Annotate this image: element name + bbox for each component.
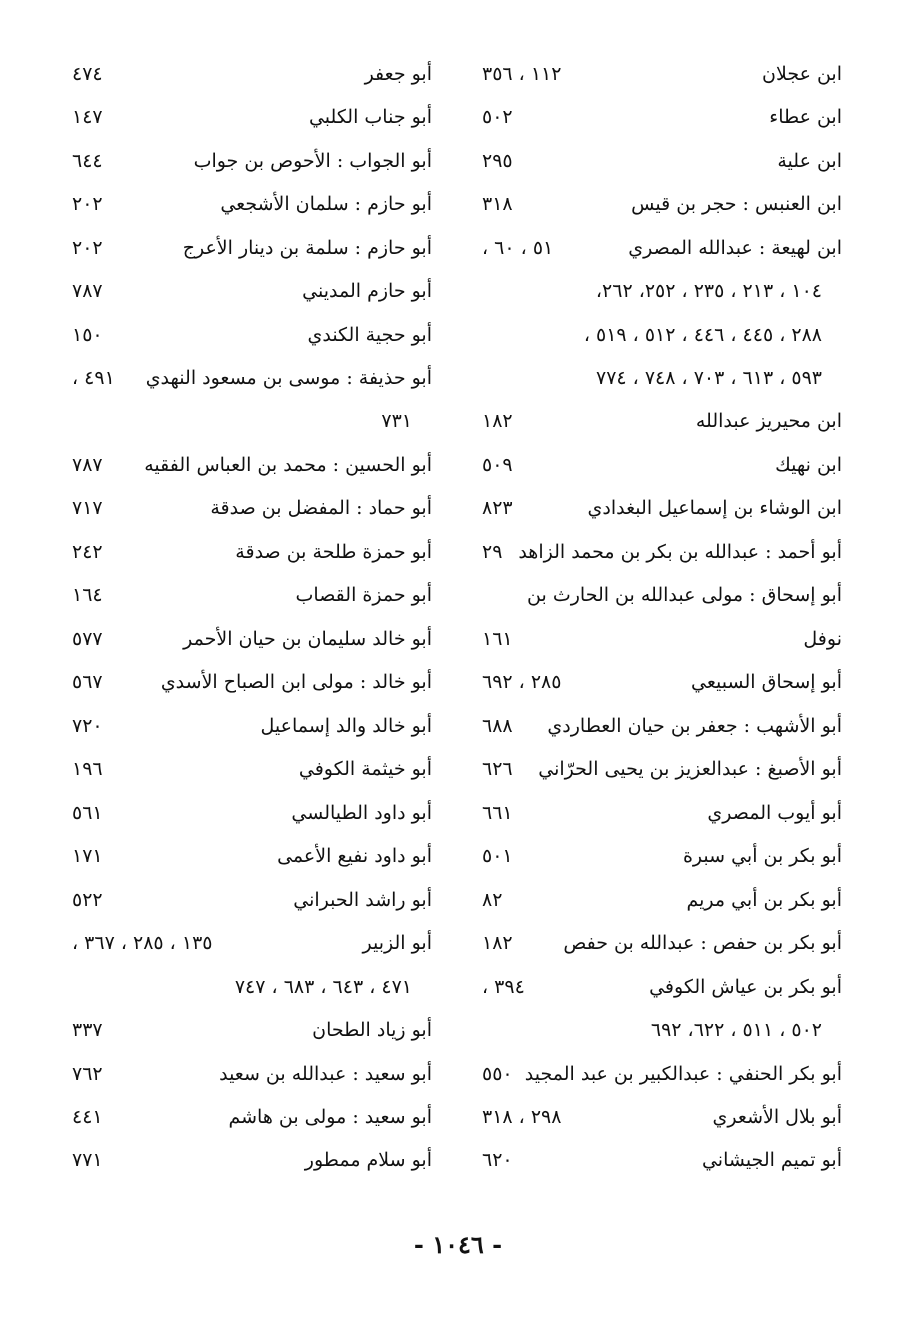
entry-pages: ٢٠٢	[72, 193, 103, 216]
entry-name: ابن العنبس : حجر بن قيس	[631, 193, 842, 216]
entry-name: أبو سعيد : عبدالله بن سعيد	[219, 1062, 432, 1085]
entry-pages: ١٦١	[482, 627, 513, 650]
entry-pages: ٧٦٢	[72, 1062, 103, 1085]
index-entry	[470, 95, 842, 138]
index-entry	[470, 878, 842, 921]
entry-pages: ٧٨٧	[72, 453, 103, 476]
index-entry	[60, 661, 432, 704]
index-entry	[470, 1008, 842, 1051]
entry-pages: ٤٧١ ، ٦٤٣ ، ٦٨٣ ، ٧٤٧	[234, 975, 412, 998]
entry-pages: ٢٩	[482, 540, 503, 563]
entry-name: نوفل	[803, 627, 842, 650]
entry-name: أبو الزبير	[362, 932, 432, 955]
index-entry	[60, 226, 432, 269]
entry-pages: ٧٣١	[381, 410, 412, 433]
index-entry	[60, 617, 432, 660]
index-entry	[60, 443, 432, 486]
entry-name: أبو سعيد : مولى بن هاشم	[228, 1105, 432, 1128]
entry-name: أبو بكر بن حفص : عبدالله بن حفص	[563, 932, 842, 955]
entry-name: أبو حازم المديني	[302, 280, 432, 303]
entry-name: أبو الأشهب : جعفر بن حيان العطاردي	[547, 714, 842, 737]
entry-name: أبو حمزة القصاب	[295, 584, 432, 607]
entry-name: أبو خالد والد إسماعيل	[260, 714, 432, 737]
entry-pages: ١٥٠	[72, 323, 103, 346]
entry-pages: ٢٨٥ ، ٦٩٢	[482, 671, 562, 694]
index-entry	[60, 269, 432, 312]
index-entry	[470, 487, 842, 530]
entry-pages: ٨٢	[482, 888, 503, 911]
entry-pages: ٦٨٨	[482, 714, 513, 737]
index-entry	[470, 269, 842, 312]
entry-name: أبو بكر بن أبي سبرة	[682, 845, 842, 868]
entry-name: أبو حذيفة : موسى بن مسعود النهدي	[145, 367, 432, 390]
index-column-right	[470, 52, 842, 1182]
entry-name: أبو حماد : المفضل بن صدقة	[210, 497, 432, 520]
index-entry	[470, 921, 842, 964]
index-entry	[470, 704, 842, 747]
entry-name: أبو بلال الأشعري	[712, 1105, 842, 1128]
index-entry	[470, 965, 842, 1008]
entry-pages: ٧٢٠	[72, 714, 103, 737]
entry-name: أبو خالد سليمان بن حيان الأحمر	[183, 627, 432, 650]
entry-pages: ٦٦١	[482, 801, 513, 824]
entry-pages: ١٧١	[72, 845, 103, 868]
index-entry	[60, 313, 432, 356]
entry-name: أبو خالد : مولى ابن الصباح الأسدي	[160, 671, 432, 694]
entry-pages: ١٠٤ ، ٢١٣ ، ٢٣٥ ، ٢٥٢، ٢٦٢،	[595, 280, 822, 303]
index-column-left	[60, 52, 432, 1182]
index-entry	[60, 791, 432, 834]
entry-name: أبو حازم : سلمان الأشجعي	[220, 193, 432, 216]
entry-name: أبو الأصبغ : عبدالعزيز بن يحيى الحرّاني	[538, 758, 842, 781]
entry-name: أبو حجية الكندي	[307, 323, 432, 346]
index-entry	[60, 574, 432, 617]
entry-name: أبو أحمد : عبدالله بن بكر بن محمد الزاهد	[518, 540, 842, 563]
entry-name: ابن نهيك	[775, 453, 842, 476]
entry-pages: ٧١٧	[72, 497, 103, 520]
index-entry	[60, 400, 432, 443]
index-entry	[470, 443, 842, 486]
entry-pages: ٨٢٣	[482, 497, 513, 520]
entry-pages: ١٣٥ ، ٢٨٥ ، ٣٦٧ ،	[72, 932, 213, 955]
entry-name: أبو خيثمة الكوفي	[298, 758, 432, 781]
index-entry	[470, 791, 842, 834]
entry-pages: ٥٠٢	[482, 106, 513, 129]
entry-pages: ٥١ ، ٦٠ ،	[482, 236, 554, 259]
entry-pages: ٤٤١	[72, 1105, 103, 1128]
entry-pages: ٤٧٤	[72, 62, 103, 85]
entry-pages: ١٨٢	[482, 932, 513, 955]
entry-name: أبو زياد الطحان	[312, 1019, 432, 1042]
index-entry	[470, 834, 842, 877]
entry-name: أبو بكر بن عياش الكوفي	[649, 975, 842, 998]
index-entry	[470, 617, 842, 660]
entry-pages: ٣١٨	[482, 193, 513, 216]
entry-pages: ٥٠٢ ، ٥١١ ، ٦٢٢، ٦٩٢	[650, 1019, 822, 1042]
entry-name: ابن محيريز عبدالله	[695, 410, 842, 433]
entry-pages: ٢٩٨ ، ٣١٨	[482, 1105, 562, 1128]
index-entry	[470, 661, 842, 704]
index-entry	[60, 1139, 432, 1182]
entry-name: أبو داود نفيع الأعمى	[277, 845, 432, 868]
entry-pages: ٢٨٨ ، ٤٤٥ ، ٤٤٦ ، ٥١٢ ، ٥١٩ ،	[583, 323, 822, 346]
index-entry	[60, 1008, 432, 1051]
entry-name: ابن لهيعة : عبدالله المصري	[628, 236, 842, 259]
entry-name: أبو الحسين : محمد بن العباس الفقيه	[144, 453, 432, 476]
entry-pages: ٣٣٧	[72, 1019, 103, 1042]
entry-name: أبو سلام ممطور	[304, 1149, 432, 1172]
index-entry	[470, 1139, 842, 1182]
entry-name: أبو حمزة طلحة بن صدقة	[235, 540, 432, 563]
entry-name: ابن علية	[777, 149, 842, 172]
entry-name: أبو إسحاق السبيعي	[691, 671, 842, 694]
entry-pages: ٥٩٣ ، ٦١٣ ، ٧٠٣ ، ٧٤٨ ، ٧٧٤	[596, 367, 822, 390]
index-entry	[60, 748, 432, 791]
index-entry	[470, 182, 842, 225]
entry-pages: ٣٩٤ ،	[482, 975, 525, 998]
index-entry	[60, 487, 432, 530]
index-entry	[60, 182, 432, 225]
entry-pages: ٢٤٢	[72, 540, 103, 563]
index-entry	[60, 921, 432, 964]
entry-name: أبو جعفر	[364, 62, 432, 85]
index-entry	[470, 313, 842, 356]
entry-pages: ٦٢٠	[482, 1149, 513, 1172]
entry-name: ابن عجلان	[762, 62, 842, 85]
index-entry	[60, 52, 432, 95]
entry-pages: ٦٢٦	[482, 758, 513, 781]
index-entry	[470, 226, 842, 269]
entry-pages: ٧٧١	[72, 1149, 103, 1172]
index-entry	[60, 704, 432, 747]
entry-pages: ٥٠٩	[482, 453, 513, 476]
entry-name: أبو بكر بن أبي مريم	[686, 888, 842, 911]
index-entry	[470, 1095, 842, 1138]
entry-pages: ١٩٦	[72, 758, 103, 781]
index-entry	[60, 1095, 432, 1138]
entry-pages: ٢٩٥	[482, 149, 513, 172]
entry-pages: ٥٧٧	[72, 627, 103, 650]
entry-pages: ٥٦١	[72, 801, 103, 824]
index-entry	[60, 965, 432, 1008]
entry-pages: ٥٠١	[482, 845, 513, 868]
entry-pages: ٤٩١ ،	[72, 367, 115, 390]
entry-pages: ٧٨٧	[72, 280, 103, 303]
entry-name: أبو تميم الجيشاني	[701, 1149, 842, 1172]
index-entry	[470, 400, 842, 443]
index-entry	[470, 748, 842, 791]
entry-pages: ١١٢ ، ٣٥٦	[482, 62, 562, 85]
entry-name: أبو راشد الحبراني	[293, 888, 432, 911]
entry-name: ابن عطاء	[769, 106, 842, 129]
entry-pages: ٥٥٠	[482, 1062, 513, 1085]
entry-name: أبو بكر الحنفي : عبدالكبير بن عبد المجيد	[524, 1062, 842, 1085]
index-entry	[60, 95, 432, 138]
index-entry	[470, 356, 842, 399]
entry-pages: ١٤٧	[72, 106, 103, 129]
entry-pages: ٦٤٤	[72, 149, 103, 172]
index-entry	[60, 530, 432, 573]
entry-pages: ٥٦٧	[72, 671, 103, 694]
index-entry	[470, 139, 842, 182]
index-entry	[60, 139, 432, 182]
entry-name: أبو حازم : سلمة بن دينار الأعرج	[182, 236, 432, 259]
entry-pages: ١٨٢	[482, 410, 513, 433]
index-entry	[470, 1052, 842, 1095]
index-entry	[470, 530, 842, 573]
index-entry	[60, 1052, 432, 1095]
entry-name: أبو جناب الكلبي	[308, 106, 432, 129]
page-number: - ١٠٤٦ -	[413, 1230, 503, 1259]
index-entry	[470, 52, 842, 95]
entry-pages: ٢٠٢	[72, 236, 103, 259]
index-entry	[60, 878, 432, 921]
index-entry	[470, 574, 842, 617]
entry-name: أبو داود الطيالسي	[291, 801, 432, 824]
entry-name: أبو الجواب : الأحوص بن جواب	[193, 149, 432, 172]
index-entry	[60, 834, 432, 877]
entry-name: أبو إسحاق : مولى عبدالله بن الحارث بن	[527, 584, 842, 607]
entry-pages: ٥٢٢	[72, 888, 103, 911]
entry-name: ابن الوشاء بن إسماعيل البغدادي	[587, 497, 842, 520]
entry-pages: ١٦٤	[72, 584, 103, 607]
index-entry	[60, 356, 432, 399]
entry-name: أبو أيوب المصري	[707, 801, 842, 824]
